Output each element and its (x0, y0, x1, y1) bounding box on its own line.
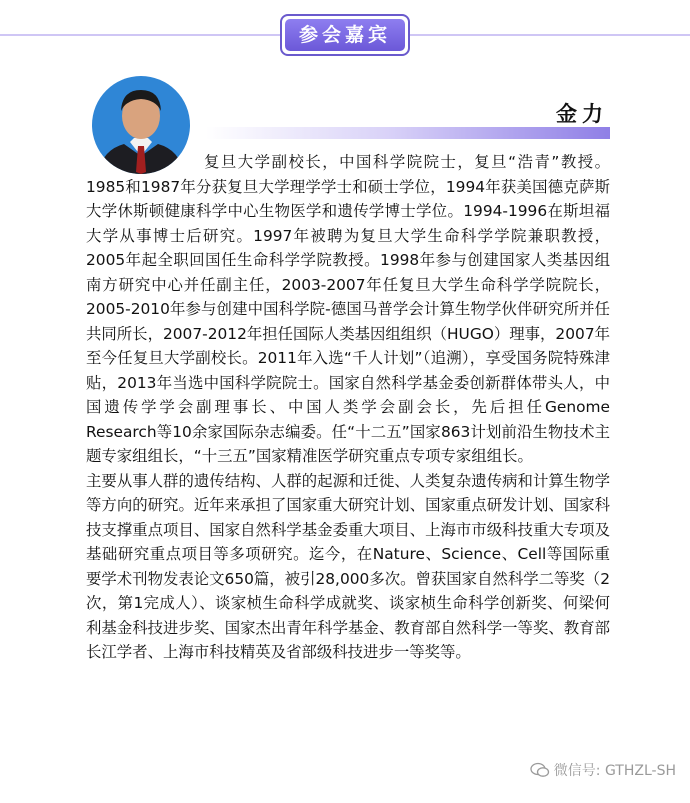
section-badge-label: 参会嘉宾 (285, 19, 405, 51)
name-underline-bar (206, 127, 610, 139)
bio-paragraph: 主要从事人群的遗传结构、人群的起源和迁徙、人类复杂遗传病和计算生物学等方向的研究。近年来承担了国家重大研究计划、国家重点研发计划、国家科技支撑重点项目、国家自然科学基金委重大项目、上海市市级科技重大专项及基础研究重点项目等多项研究。迄今，在Nature、Science、Cell等国际重要学术刊物发表论文650篇，被引28,000多次。曾获国家自然科学二等奖（2次，第1完成人）、谈家桢生命科学成就奖、谈家桢生命科学创新奖、何梁何利基金科技进步奖、国家杰出青年科学基金、教育部自然科学一等奖、教育部长江学者、上海市科技精英及省部级科技进步一等奖等。 (86, 471, 610, 661)
wechat-icon (530, 762, 550, 782)
wechat-watermark (528, 760, 678, 782)
speaker-bio (86, 150, 610, 665)
bio-paragraph: 复旦大学副校长，中国科学院院士，复旦“浩青”教授。1985和1987年分获复旦大学理学学士和硕士学位，1994年获美国德克萨斯大学休斯顿健康科学中心生物医学和遗传学博士学位。1994-1996在斯坦福大学从事博士后研究。1997年被聘为复旦大学生命科学学院兼职教授，2005年起全职回国任生命科学学院教授。1998年参与创建国家人类基因组南方研究中心并任副主任，2003-2007年任复旦大学生命科学学院院长，2005-2010年参与创建中国科学院-德国马普学会计算生物学伙伴研究所并任共同所长，2007-2012年担任国际人类基因组组织（HUGO）理事，2007年至今任复旦大学副校长。2011年入选“千人计划”（追溯），享受国务院特殊津贴，2013年当选中国科学院院士。国家自然科学基金委创新群体带头人，中国遗传学学会副理事长、中国人类学会副会长，先后担任Genome Research等10余家国际杂志编委。任“十二五”国家863计划前沿生物技术主题专家组组长，“十三五”国家精准医学研究重点专项专家组组长。 (86, 153, 610, 465)
speaker-name: 金力 (556, 102, 608, 126)
watermark-text: 微信号: GTHZL-SH (553, 763, 676, 779)
section-badge (280, 14, 410, 56)
